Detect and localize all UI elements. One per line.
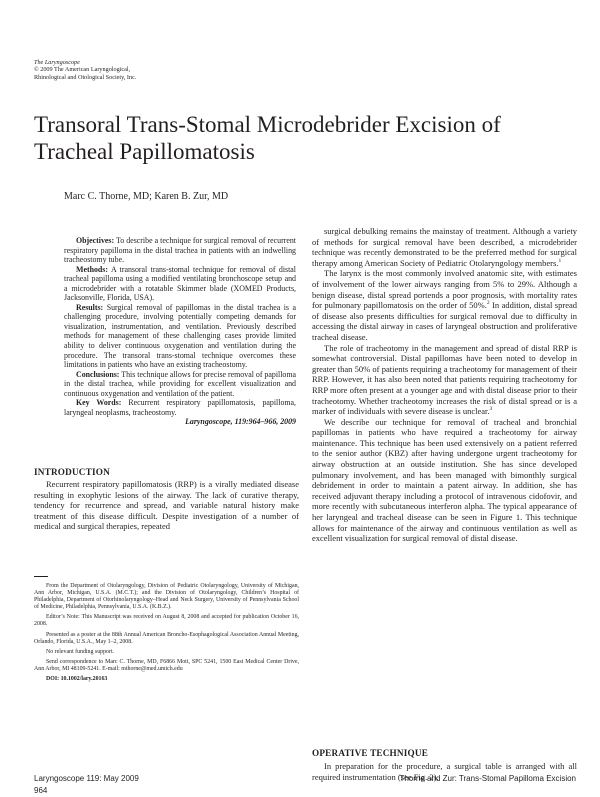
methods-text: A transoral trans-stomal technique for removal of distal tracheal papilloma using a modified ventilating bronchoscope setup and a microdebrider with a rotatable Skimmer blade (XOMED Products, Jacksonville, Florida, USA). [64, 264, 296, 303]
introduction-heading: INTRODUCTION [34, 467, 110, 477]
footer-journal-issue: Laryngoscope 119: May 2009 [34, 774, 139, 783]
footnote-affiliation: From the Department of Otolaryngology, Division of Pediatric Otolaryngology, University of Michigan, Ann Arbor, Michigan, U.S.A. (M.C.T.); and the Division of Otolaryngology, Children’s Hospital of Philadelphia, Department of Otorhinolaryngology–Head and Neck Surgery, University of Pennsylvania School of Medicine, Philadelphia, Pennsylvania, U.S.A. (K.B.Z.). [34, 583, 299, 611]
copyright-line-1: © 2009 The American Laryngological, [34, 66, 131, 74]
objectives-text: To describe a technique for surgical removal of recurrent respiratory papilloma in the distal trachea in patients with an indwelling tracheostomy tube. [64, 236, 296, 265]
abstract-objectives [64, 236, 296, 265]
paragraph-treatment-text: surgical debulking remains the mainstay of treatment. Although a variety of methods for surgical removal have been described, a microdebrider technique was recently demonstrated to be the preferred method for surgical therapy among American Society of Pediatric Otolaryngology members. [312, 226, 577, 268]
footnote-divider [34, 576, 48, 577]
introduction-paragraph: Recurrent respiratory papillomatosis (RRP) is a virally mediated disease resulting in exophytic lesions of the airway. The lack of curative therapy, tendency for recurrence and spread, and variable natural history make treatment of this disease difficult. Despite investigation of a number of medical and surgical therapies, repeated [34, 479, 299, 532]
author-list: Marc C. Thorne, MD; Karen B. Zur, MD [64, 191, 229, 202]
footnote-editor-note: Editor’s Note: This Manuscript was received on August 8, 2008 and accepted for publication October 16, 2008. [34, 614, 299, 628]
operative-paragraph: In preparation for the procedure, a surgical table is arranged with all required instrumentation (see Fig. 2). [312, 761, 577, 782]
methods-label: Methods: [76, 264, 108, 274]
page-number: 964 [34, 786, 48, 795]
paragraph-larynx-text-cont: In addition, distal spread of disease also presents difficulties for surgical removal due to difficulty in accessing the distal airway in cases of laryngeal obstruction and proliferative tracheal disease. [312, 300, 577, 342]
right-column-body [312, 226, 577, 544]
footnote-correspondence: Send correspondence to Marc C. Thorne, MD, F6866 Mott, SPC 5241, 1500 East Medical Center Drive, Ann Arbor, MI 48109-5241. E-mail: mthorne@med.umich.edu [34, 659, 299, 673]
paragraph-larynx-text: The larynx is the most commonly involved anatomic site, with estimates of involvement of the lower airways ranging from 5% to 29%. Although a benign disease, distal spread portends a poor prognosis, with mortality rates for pulmonary papillomatosis on the order of 50%. [312, 268, 577, 311]
paragraph-treatment [312, 226, 577, 268]
abstract [64, 236, 296, 427]
paragraph-tracheotomy-text: The role of tracheotomy in the management and spread of distal RRP is somewhat controversial. Distal papillomas have been noted to develop in greater than 50% of patients requiring a tracheotomy for management of their RRP. However, it has also been noted that patients requiring tracheotomy for RRP more often present at a younger age and with distal disease prior to their tracheotomy. Whether tracheotomy increases the risk of distal spread or is a marker of individuals with severe disease is unclear. [312, 342, 577, 417]
paragraph-tracheotomy [312, 343, 577, 417]
paragraph-technique: We describe our technique for removal of tracheal and bronchial papillomas in patients who have required a tracheotomy for airway maintenance. This technique has been used extensively on a patient referred to the senior author (KBZ) after having undergone urgent tracheotomy for airway obstruction at an outside institution. She has since developed pulmonary involvement, and has been managed with bimonthly surgical debridement in order to maintain a patent airway. In addition, she has received adjuvant therapy including a protocol of intravenous cidofovir, and more recently with subcutaneous interferon alpha. The typical appearance of her laryngeal and tracheal disease can be seen in Figure 1. This technique allows for maintenance of the airway and continuous ventilation as well as excellent visualization for surgical removal of distal disease. [312, 416, 577, 544]
objectives-label: Objectives: [76, 236, 115, 245]
footnote-doi: DOI: 10.1002/lary.20163 [46, 676, 108, 683]
footnote-presented: Presented as a poster at the 88th Annual American Broncho-Esophagological Association Annual Meeting, Orlando, Florida, U.S.A., May 1–2, 2008. [34, 631, 299, 645]
conclusions-text: This technique allows for precise removal of papilloma in the distal trachea, while providing for excellent visualization and continuous oxygenation and ventilation of the patient. [64, 369, 296, 398]
abstract-citation: Laryngoscope, 119:964–966, 2009 [185, 417, 296, 427]
keywords-text: Recurrent respiratory papillomatosis, papilloma, laryngeal neoplasms, tracheostomy. [64, 398, 296, 417]
reference-3: 3 [489, 406, 493, 413]
footnotes [34, 583, 299, 687]
abstract-results [64, 303, 296, 370]
copyright-line-2: Rhinological and Otological Society, Inc. [34, 73, 137, 81]
results-text: Surgical removal of papillomas in the distal trachea is a challenging procedure, involving potentially competing demands for visualization, instrumentation, and ventilation. Previously described methods for management of these challenging cases provide limited ability to deliver continuous oxygenation and ventilation during the procedure. The transoral trans-stomal technique overcomes these limitations in patients who have an existing tracheostomy. [64, 302, 296, 370]
abstract-keywords [64, 398, 296, 427]
results-label: Results: [76, 302, 104, 312]
reference-1: 1 [558, 257, 562, 264]
abstract-methods [64, 265, 296, 303]
journal-name: The Laryngoscope [34, 59, 80, 66]
footnote-funding: No relevant funding support. [46, 648, 115, 655]
keywords-label: Key Words: [76, 398, 122, 408]
introduction-body [34, 479, 299, 532]
conclusions-label: Conclusions: [76, 369, 120, 379]
article-title: Transoral Trans-Stomal Microdebrider Excision of Tracheal Papillomatosis [34, 112, 501, 164]
abstract-conclusions [64, 370, 296, 399]
journal-info [34, 59, 136, 81]
reference-2: 2 [486, 300, 490, 307]
paragraph-larynx [312, 268, 577, 342]
operative-heading: OPERATIVE TECHNIQUE [312, 748, 429, 758]
footer-running-title: Thorne and Zur: Trans-Stomal Papilloma Excision [399, 774, 576, 783]
